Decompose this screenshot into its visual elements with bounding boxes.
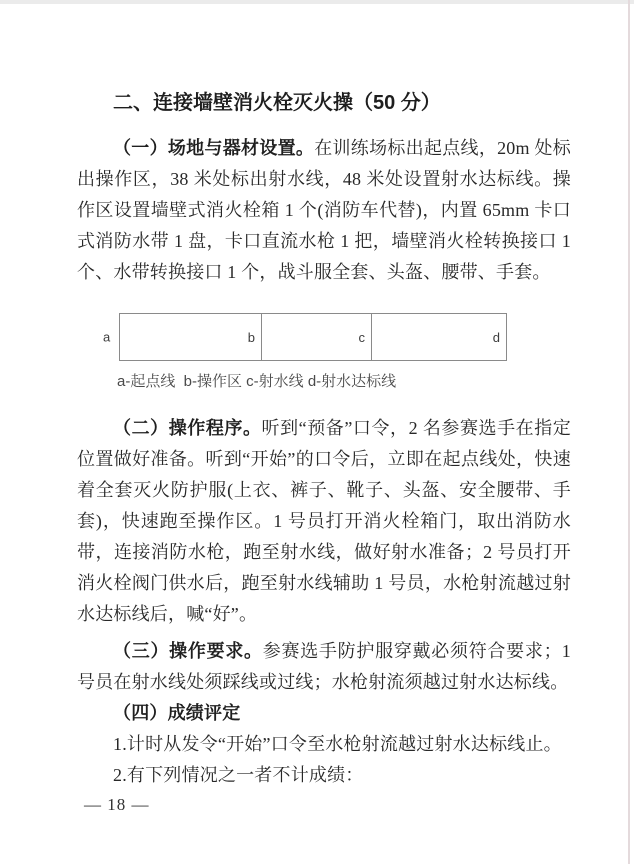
course-diagram xyxy=(103,313,507,361)
diagram-segment-operation-to-jet xyxy=(261,314,371,360)
diagram-label-b: b xyxy=(247,329,255,345)
score-rule-item-1: 1.计时从发令“开始”口令至水枪射流越过射水达标线止。 xyxy=(113,734,562,754)
paragraph-operation-procedure xyxy=(77,413,571,630)
diagram-label-c: c xyxy=(358,329,365,345)
diagram-caption: a-起点线 b-操作区 c-射水线 d-射水达标线 xyxy=(117,373,397,390)
paragraph-score-evaluation-heading xyxy=(77,698,571,729)
diagram-label-a: a xyxy=(103,329,111,345)
paragraph-text: 听到“预备”口令，2 名参赛选手在指定位置做好准备。听到“开始”的口令后，立即在起点线处，快速着全套灭火防护服(上衣、裤子、靴子、头盔、安全腰带、手套)，快速跑至操作区。1 号员打开消火栓箱门，取出消防水带，连接消防水枪，跑至射水线，做好射水准备；2 号员打开消火栓阀门供水后，跑至射水线辅助 1 号员，水枪射流越过射水达标线后，喊“好”。 xyxy=(77,418,571,624)
paragraph-operation-requirements xyxy=(77,636,571,698)
page-number: — 18 — xyxy=(84,795,150,814)
paragraph-label: （二）操作程序。 xyxy=(113,418,262,438)
paragraph-label: （一）场地与器材设置。 xyxy=(113,138,315,158)
score-rule-item-2: 2.有下列情况之一者不计成绩： xyxy=(113,765,364,785)
paragraph-text: 在训练场标出起点线，20m 处标出操作区，38 米处标出射水线，48 米处设置射水达标线。操作区设置墙壁式消火栓箱 1 个(消防车代替)，内置 65mm 卡口式消防水带 1 盘，卡口直流水枪 1 把，墙壁消火栓转换接口 1 个、水带转换接口 1 个，战斗服全套、头盔、腰带、手套。 xyxy=(77,138,571,282)
diagram-segment-jet-to-target xyxy=(371,314,506,360)
diagram-label-d: d xyxy=(492,329,500,345)
paragraph-label: （四）成绩评定 xyxy=(113,703,241,723)
diagram-track-rectangle xyxy=(119,313,507,361)
paragraph-venue-equipment xyxy=(77,133,571,288)
page-right-edge xyxy=(628,0,630,864)
paragraph-text: 参赛选手防护服穿戴必须符合要求；1 号员在射水线处须踩线或过线；水枪射流须越过射水达标线。 xyxy=(77,641,571,692)
diagram-segment-start-to-operation xyxy=(120,314,261,360)
paragraph-label: （三）操作要求。 xyxy=(113,641,263,661)
page-content xyxy=(77,0,571,791)
section-heading: 二、连接墙壁消火栓灭火操（50 分） xyxy=(113,92,441,114)
